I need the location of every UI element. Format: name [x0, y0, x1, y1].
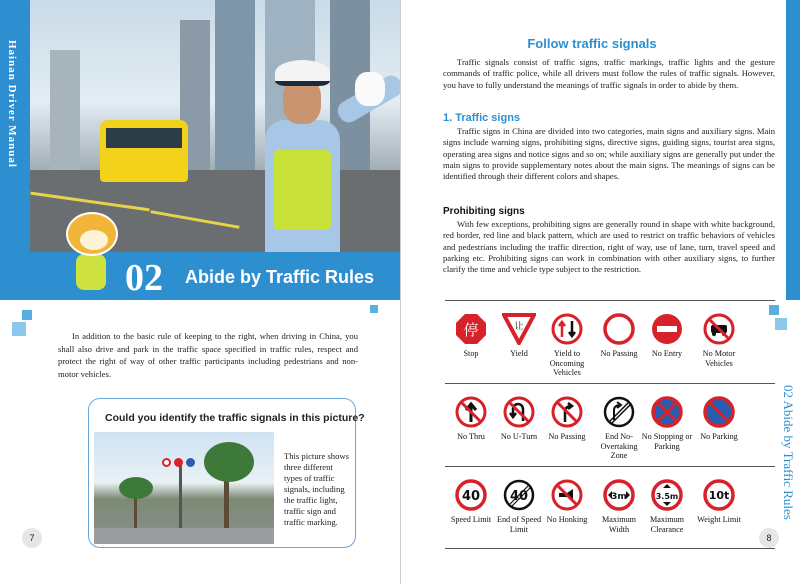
sign-no-motor: No Motor Vehicles: [693, 313, 745, 368]
manual-side-label: Hainan Driver Manual: [6, 40, 18, 168]
intro-paragraph: In addition to the basic rule of keeping to the right, when driving in China, you shall also drive and park in the traffic space specified in traffic rules, respect and protect the right of way of other traffic participants including pedestrians and non-motor vehicles.: [58, 331, 358, 379]
yield-oncoming-icon: [551, 313, 583, 345]
sign-max-width: 3m Maximum Width: [593, 479, 645, 534]
sign-no-stopping: No Stopping or Parking: [641, 396, 693, 451]
no-thru-icon: [455, 396, 487, 428]
sign-yield-oncoming: Yield to Oncoming Vehicles: [541, 313, 593, 378]
sign-no-passing-lane: No Passing: [541, 396, 593, 442]
traffic-officer: [245, 60, 355, 255]
no-passing-lane-icon: [551, 396, 583, 428]
no-honking-icon: [551, 479, 583, 511]
no-passing-icon: [603, 313, 635, 345]
chapter-number: 02: [125, 257, 163, 299]
no-u-turn-icon: [503, 396, 535, 428]
sign-speed-limit: 40 Speed Limit: [445, 479, 497, 525]
svg-text:40: 40: [461, 489, 481, 504]
sign-end-speed-limit: 40 End of Speed Limit: [493, 479, 545, 534]
side-chapter-label: 02 Abide by Traffic Rules: [781, 385, 796, 520]
sign-no-passing: No Passing: [593, 313, 645, 359]
page-number-right: 8: [759, 528, 779, 548]
sign-no-entry: No Entry: [641, 313, 693, 359]
svg-text:3.5m: 3.5m: [655, 492, 679, 501]
no-entry-icon: [651, 313, 683, 345]
no-stopping-icon: [651, 396, 683, 428]
end-speed-limit-icon: [503, 479, 535, 511]
weight-limit-icon: [703, 479, 735, 511]
traffic-signs-paragraph: Traffic signs in China are divided into two categories, main signs and auxiliary signs. Main signs include warning signs, prohibiting signs, directive signs, guiding signs, tourist area signs, operating area signs and notice signs and so on; while auxiliary signs are generally put under the main signs to provide supplementary notes about the main signs. The meanings of signs can be identified through their different colors and shapes.: [443, 126, 775, 182]
svg-text:40: 40: [509, 489, 529, 504]
sign-no-honking: No Honking: [541, 479, 593, 525]
section-title: Follow traffic signals: [527, 36, 657, 51]
max-width-icon: [603, 479, 635, 511]
chapter-title: Abide by Traffic Rules: [185, 267, 375, 287]
speed-limit-icon: [455, 479, 487, 511]
sign-no-thru: No Thru: [445, 396, 497, 442]
svg-text:3m: 3m: [611, 492, 627, 502]
no-motor-vehicles-icon: [703, 313, 735, 345]
intro-paragraph-right: Traffic signals consist of traffic signs, traffic markings, traffic lights and the gesture commands of traffic police, while all drivers must follow the rules of traffic signals. However, you have to fully understand the meanings of traffic signals in order to abide by them.: [443, 57, 775, 90]
sign-max-clearance: 3.5m Maximum Clearance: [641, 479, 693, 534]
traffic-signs-heading: 1. Traffic signs: [443, 112, 521, 124]
no-parking-icon: [703, 396, 735, 428]
svg-text:停: 停: [463, 321, 479, 339]
yield-sign-icon: [502, 313, 536, 345]
prohibiting-paragraph: With few exceptions, prohibiting signs are generally round in shape with white background, red border, red line and black pattern, which are used to restrict on traffic behaviors of vehicles and pedestrians including the traffic direction, right of way, use of lane, turn, travel speed and parking etc. Prohibiting signs can work in combination with other auxiliary signs, to further clarify the time and vehicle type subject to the restriction.: [443, 219, 775, 275]
sign-weight-limit: 10t Weight Limit: [693, 479, 745, 525]
street-signals-photo: [94, 432, 274, 544]
prohibiting-heading: Prohibiting signs: [443, 206, 525, 217]
quiz-explanation: This picture shows three different types of traffic signals, including the traffic light, traffic sign and traffic marking.: [284, 451, 349, 527]
sign-stop: 停 Stop: [445, 313, 497, 359]
right-page: [400, 0, 800, 584]
mascot-illustration: [62, 212, 122, 300]
end-no-overtaking-icon: [603, 396, 635, 428]
sign-yield: 让 Yield: [493, 313, 545, 359]
sign-no-parking: No Parking: [693, 396, 745, 442]
page-number-left: 7: [22, 528, 42, 548]
max-clearance-icon: [651, 479, 683, 511]
quiz-title: Could you identify the traffic signals in this picture?: [105, 412, 365, 424]
svg-text:10t: 10t: [708, 489, 730, 502]
svg-text:让: 让: [514, 322, 524, 332]
side-band-right: [786, 0, 800, 300]
sign-no-u-turn: No U-Turn: [493, 396, 545, 442]
stop-sign-icon: [455, 313, 487, 345]
sign-end-no-overtaking: End No-Overtaking Zone: [593, 396, 645, 461]
